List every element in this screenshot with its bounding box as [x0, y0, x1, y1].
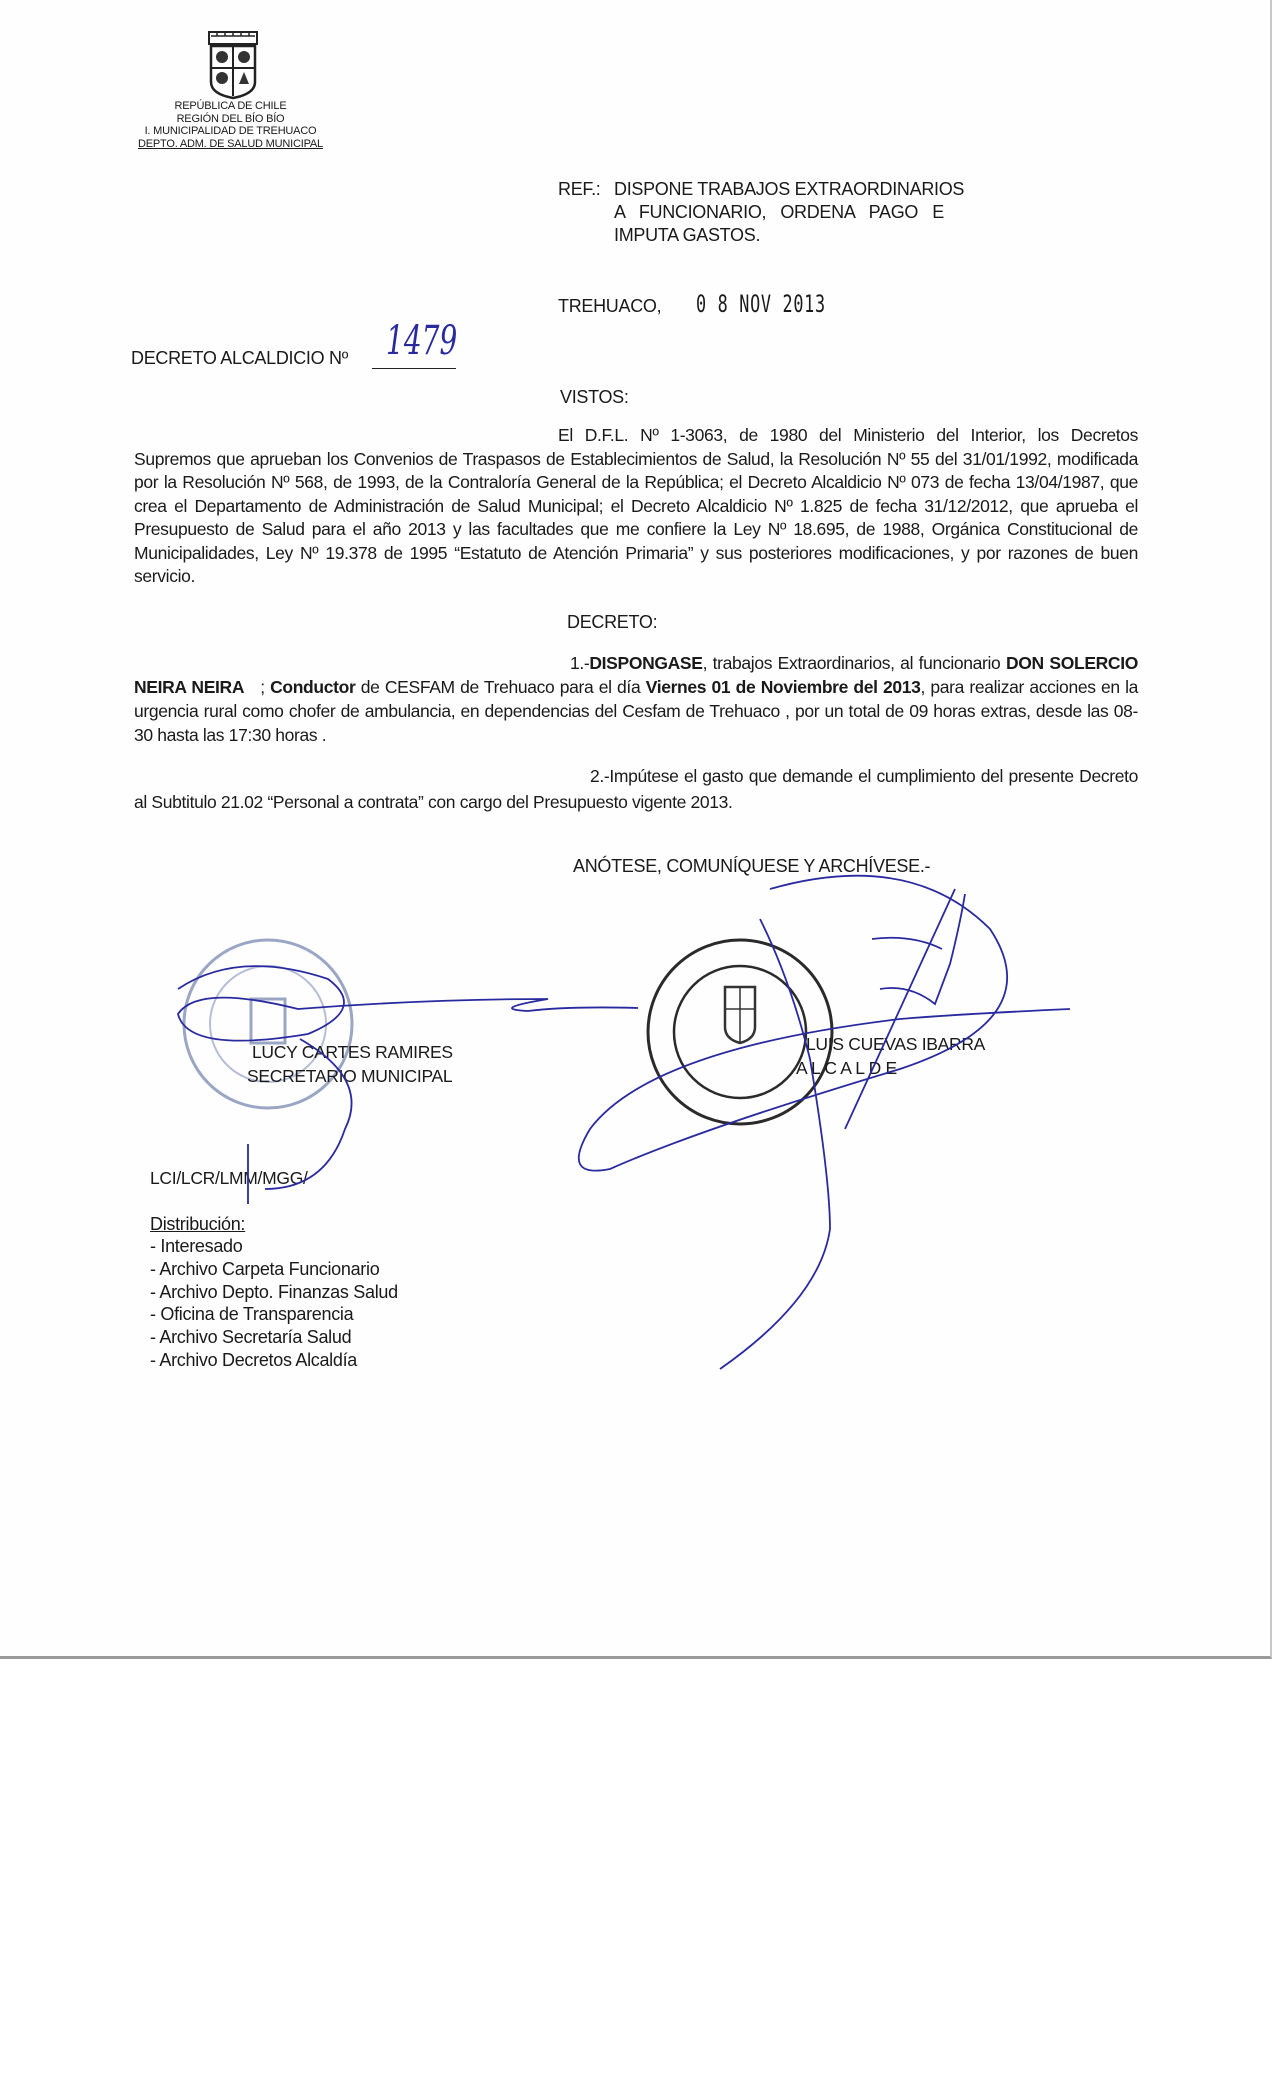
ref-line: DISPONE TRABAJOS EXTRAORDINARIOS — [614, 179, 965, 199]
distribution-item: - Archivo Depto. Finanzas Salud — [150, 1281, 398, 1302]
letterhead-line: REGIÓN DEL BÍO BÍO — [176, 112, 285, 125]
mayor-name: LUIS CUEVAS IBARRA — [806, 1033, 986, 1054]
decree-label: DECRETO ALCALDICIO Nº — [131, 348, 348, 368]
distribution-heading: Distribución: — [150, 1213, 246, 1234]
ref-line: A FUNCIONARIO, ORDENA PAGO E — [614, 202, 944, 222]
item-2-text: 2.-Impútese el gasto que demande el cumplimiento del presente Decreto al Subtitulo 21.02 “Personal a contrata” con cargo del Presupuesto vigente 2013. — [134, 765, 1138, 812]
employee-name: DON SOLERCIO NEIRA NEIRA — [134, 652, 1138, 697]
secretary-name: LUCY CARTES RAMIRES — [252, 1041, 453, 1062]
closing-formula: ANÓTESE, COMUNÍQUESE Y ARCHÍVESE.- — [573, 855, 931, 876]
vistos-heading: VISTOS: — [560, 387, 629, 407]
ref-line: IMPUTA GASTOS. — [614, 225, 761, 245]
distribution-item: - Interesado — [150, 1236, 243, 1257]
letterhead-line: I. MUNICIPALIDAD DE TREHUACO — [144, 125, 317, 137]
item-text: , trabajos Extraordinarios, al funcionario — [702, 652, 1006, 673]
secretary-title: SECRETARIO MUNICIPAL — [247, 1065, 453, 1086]
employee-role: Conductor — [270, 676, 356, 697]
distribution-item: - Archivo Decretos Alcaldía — [150, 1349, 357, 1370]
signature-block — [134, 907, 1138, 1147]
initials: LCI/LCR/LMM/MGG/ — [150, 1167, 308, 1188]
place: TREHUACO, — [558, 296, 662, 316]
item-text: , para realizar acciones en la urgencia rural como chofer de ambulancia, en dependencias del Cesfam de Trehuaco , por un total de 09 horas extras, desde las 08-30 hasta las 17:30 horas . — [134, 676, 1139, 745]
item-verb: DISPONGASE — [589, 652, 703, 673]
distribution-item: - Archivo Secretaría Salud — [150, 1327, 352, 1348]
item-number: 1.- — [570, 652, 590, 673]
vistos-text: El D.F.L. Nº 1-3063, de 1980 del Ministerio del Interior, los Decretos Supremos que aprueban los Convenios de Traspasos de Establecimientos de Salud, la Resolución Nº 55 del 31/01/1992, modificada por la Resolución Nº 568, de 1993, de la Contraloría General de la República; el Decreto Alcaldicio Nº 073 de fecha 13/04/1987, que crea el Departamento de Administración de Salud Municipal; el Decreto Alcaldicio Nº 1.825 de fecha 31/12/2012, que aprueba el Presupuesto de Salud para el año 2013 y las facultades que me confiere la Ley Nº 18.695, de 1988, Orgánica Constitucional de Municipalidades, Ley Nº 19.378 de 1995 “Estatuto de Atención Primaria” y sus posteriores modificaciones, y por razones de buen servicio. — [134, 425, 1138, 586]
letterhead-line: REPÚBLICA DE CHILE — [174, 100, 287, 112]
mayor-title: A L C A L D E — [796, 1057, 897, 1078]
letterhead-line: DEPTO. ADM. DE SALUD MUNICIPAL — [138, 137, 323, 150]
item-text: de CESFAM de Trehuaco para el día — [355, 676, 646, 697]
item-text: ; — [244, 676, 271, 697]
ref-label: REF.: — [558, 179, 601, 199]
work-date: Viernes 01 de Noviembre del 2013 — [645, 676, 921, 697]
decreto-heading: DECRETO: — [567, 611, 658, 632]
document-body — [134, 386, 1138, 1371]
distribution-item: - Oficina de Transparencia — [150, 1304, 354, 1325]
decree-number-handwritten: 1479 — [386, 318, 458, 364]
date-stamp: 0 8 NOV 2013 — [696, 290, 826, 318]
distribution-item: - Archivo Carpeta Funcionario — [150, 1258, 380, 1279]
